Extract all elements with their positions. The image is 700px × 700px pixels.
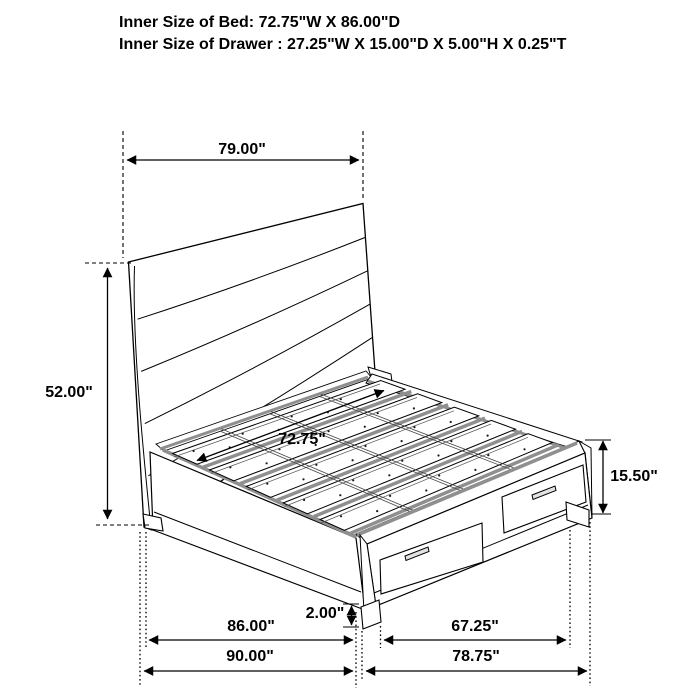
dim-label-footboard-height: 15.50": [610, 468, 658, 485]
dim-label-leg-height: 2.00": [305, 605, 345, 622]
dim-label-headboard-height: 52.00": [45, 384, 93, 401]
dim-label-headboard-width: 79.00": [218, 141, 266, 158]
diagram-title: [119, 12, 566, 55]
dim-label-slat-width: 72.75": [278, 431, 326, 448]
title-line-bed: Inner Size of Bed: 72.75"W X 86.00"D: [119, 14, 401, 31]
dim-label-overall-width: 78.75": [452, 648, 500, 665]
dim-label-overall-depth: 90.00": [226, 648, 274, 665]
dim-label-rail-depth: 86.00": [227, 618, 275, 635]
title-line-drawer: Inner Size of Drawer : 27.25"W X 15.00"D X 5.00"H X 0.25"T: [119, 35, 567, 53]
dim-label-drawer-width: 67.25": [451, 618, 499, 635]
